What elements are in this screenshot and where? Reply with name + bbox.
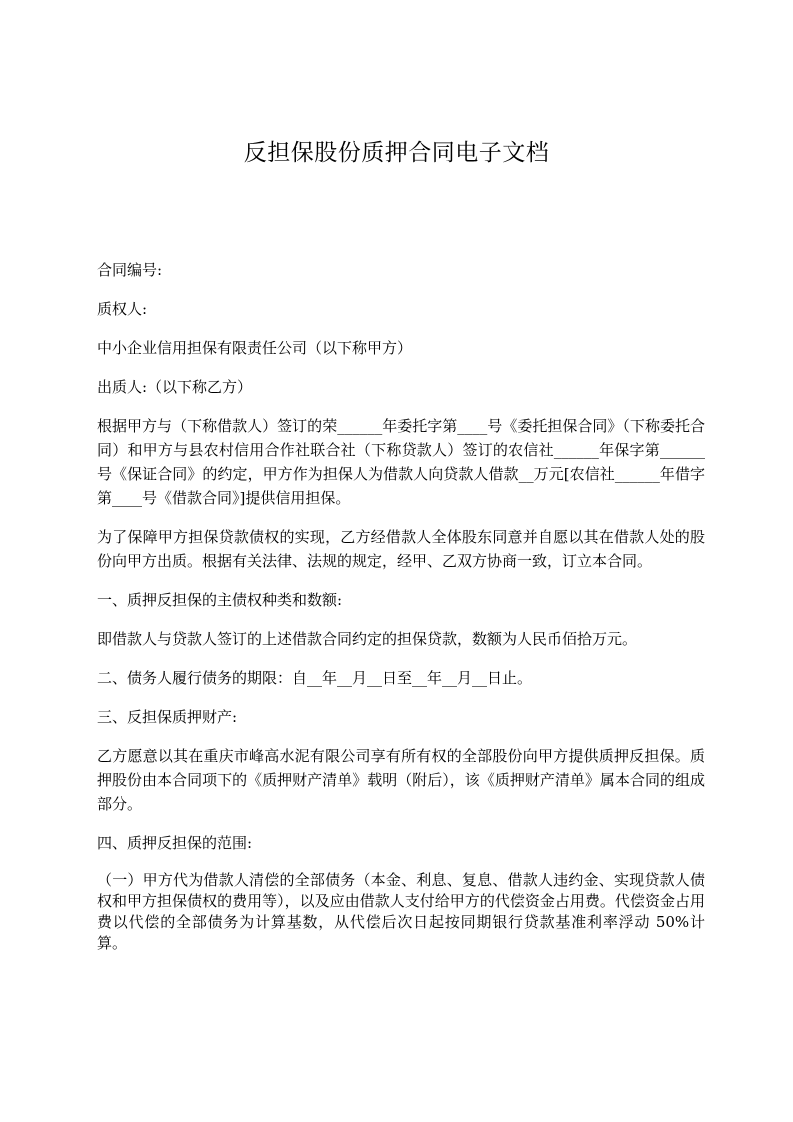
section-4-heading: 四、质押反担保的范围:	[97, 834, 253, 852]
pledgor-line: 出质人:（以下称乙方）	[97, 378, 253, 396]
purpose-paragraph: 为了保障甲方担保贷款债权的实现，乙方经借款人全体股东同意并自愿以其在借款人处的股份向甲方出质。根据有关法律、法规的规定，经甲、乙双方协商一致，订立本合同。	[97, 528, 705, 570]
document-title: 反担保股份质押合同电子文档	[243, 140, 550, 166]
section-3-content: 乙方愿意以其在重庆市峰高水泥有限公司享有所有权的全部股份向甲方提供质押反担保。质押股份由本合同项下的《质押财产清单》载明（附后），该《质押财产清单》属本合同的组成部分。	[97, 747, 705, 813]
section-2-heading: 二、债务人履行债务的期限：自__年__月__日至__年__月__日止。	[97, 669, 533, 687]
section-1-heading: 一、质押反担保的主债权种类和数额:	[97, 591, 343, 609]
party-a-line: 中小企业信用担保有限责任公司（以下称甲方）	[97, 339, 413, 357]
contract-number-line: 合同编号:	[97, 261, 163, 279]
section-3-heading: 三、反担保质押财产:	[97, 708, 238, 726]
section-1-content: 即借款人与贷款人签订的上述借款合同约定的担保贷款，数额为人民币佰拾万元。	[97, 630, 638, 648]
document-body	[97, 258, 705, 969]
pledgee-line: 质权人:	[97, 300, 148, 318]
background-paragraph: 根据甲方与（下称借款人）签订的荣______年委托字第____号《委托担保合同》（下称委托合同）和甲方与县农村信用合作社联合社（下称贷款人）签订的农信社______年保字第______号《保证合同》的约定，甲方作为担保人为借款人向贷款人借款__万元[农信社______年借字第____号《借款合同》]提供信用担保。	[97, 417, 705, 507]
section-4-item-1: （一）甲方代为借款人清偿的全部债务（本金、利息、复息、借款人违约金、实现贷款人债权和甲方担保债权的费用等），以及应由借款人支付给甲方的代偿资金占用费。代偿资金占用费以代偿的全部债务为计算基数，从代偿后次日起按同期银行贷款基准利率浮动 50%计算。	[97, 871, 705, 952]
